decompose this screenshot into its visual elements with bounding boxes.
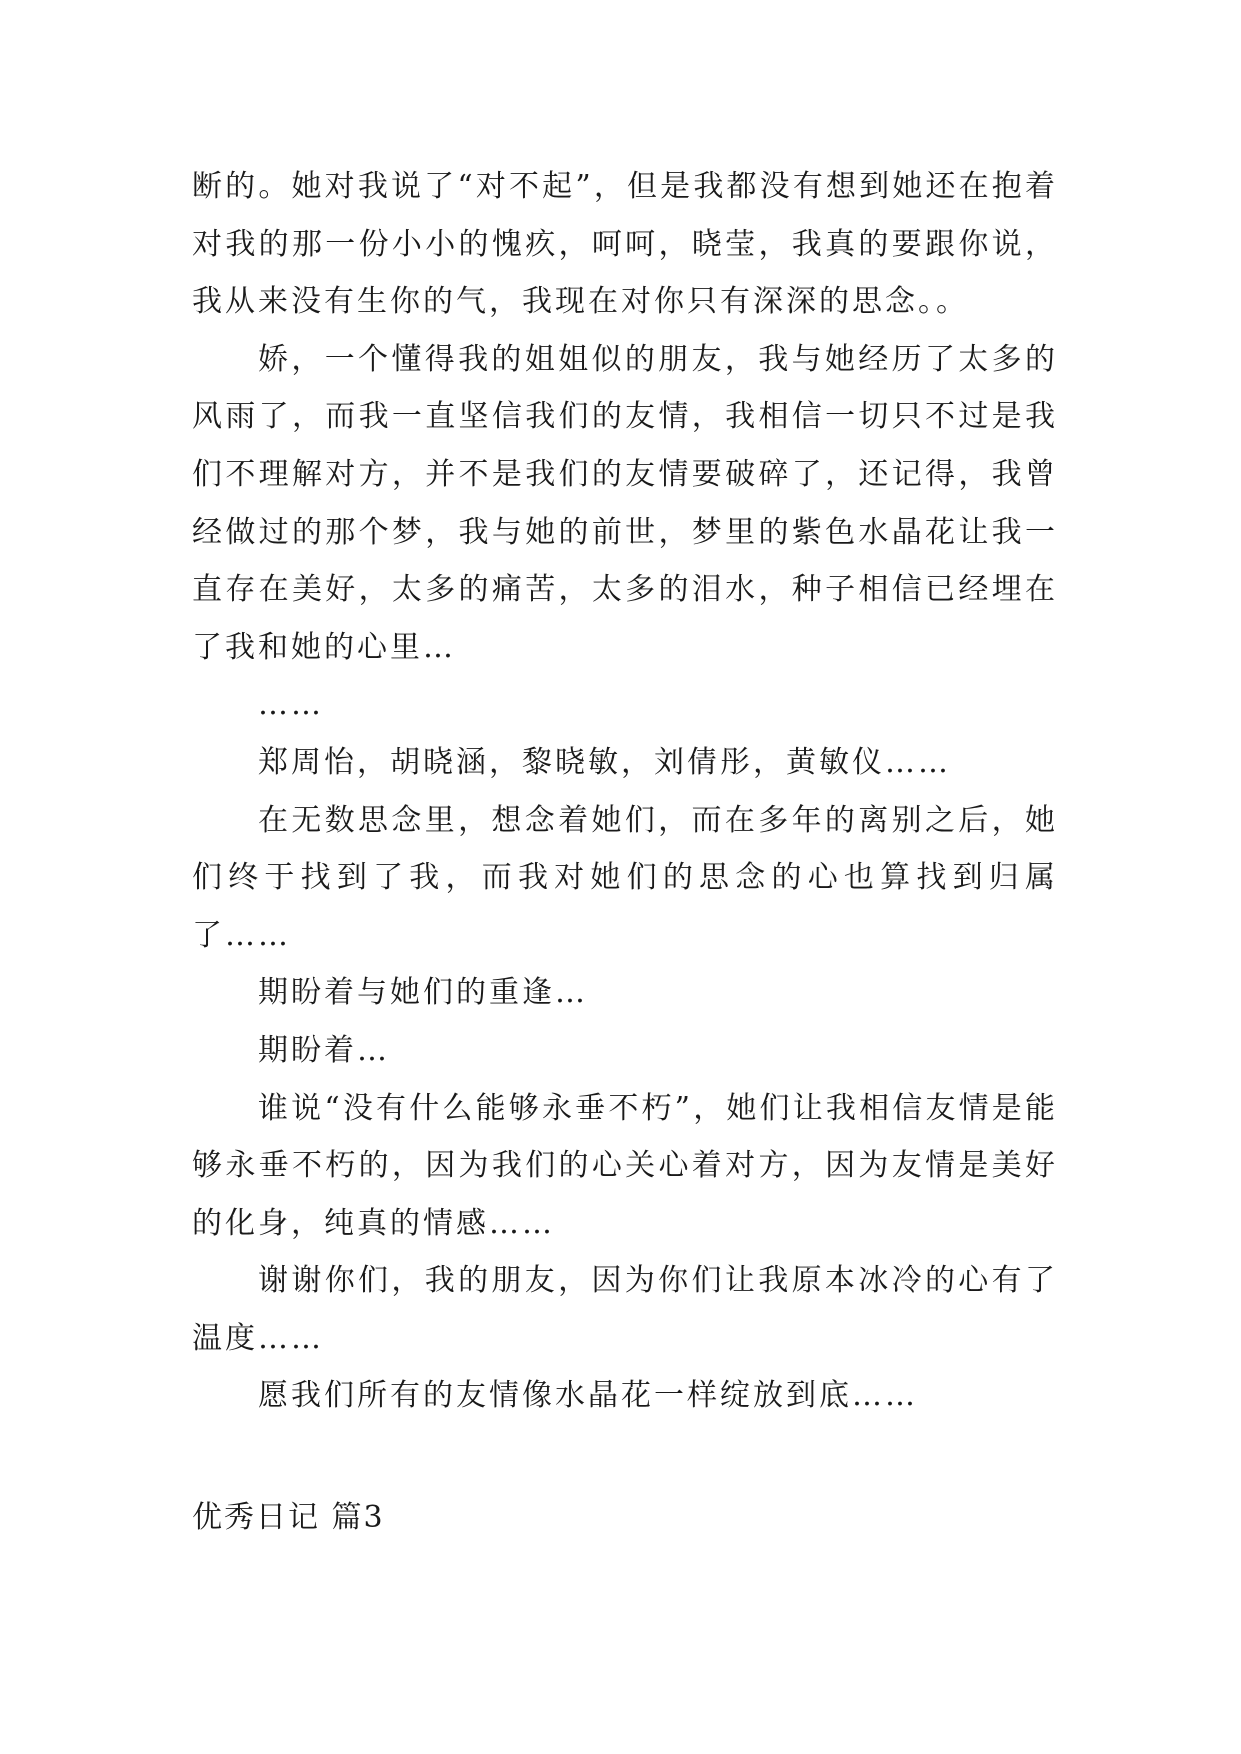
paragraph-7: 期盼着… xyxy=(258,1032,390,1068)
paragraph-5: 在无数思念里，想念着她们，而在多年的离别之后，她们终于找到了我，而我对她们的思念的心也算找到归属了…… xyxy=(192,802,1058,953)
document-body xyxy=(192,158,1058,1425)
paragraph-6: 期盼着与她们的重逢… xyxy=(258,975,588,1011)
paragraph-2: 娇，一个懂得我的姐姐似的朋友，我与她经历了太多的风雨了，而我一直坚信我们的友情，我相信一切只不过是我们不理解对方，并不是我们的友情要破碎了，还记得，我曾经做过的那个梦，我与她的前世，梦里的紫色水晶花让我一直存在美好，太多的痛苦，太多的泪水，种子相信已经埋在了我和她的心里… xyxy=(192,341,1058,665)
paragraph-4: 郑周怡，胡晓涵，黎晓敏，刘倩彤，黄敏仪…… xyxy=(258,744,951,780)
paragraph-9: 谢谢你们，我的朋友，因为你们让我原本冰冷的心有了温度…… xyxy=(192,1263,1058,1356)
section-heading: 优秀日记 篇3 xyxy=(192,1500,385,1535)
paragraph-10: 愿我们所有的友情像水晶花一样绽放到底…… xyxy=(258,1378,918,1414)
paragraph-1: 断的。她对我说了“对不起”，但是我都没有想到她还在抱着对我的那一份小小的愧疚，呵呵，晓莹，我真的要跟你说，我从来没有生你的气，我现在对你只有深深的思念。。 xyxy=(192,169,1058,320)
paragraph-8: 谁说“没有什么能够永垂不朽”，她们让我相信友情是能够永垂不朽的，因为我们的心关心着对方，因为友情是美好的化身，纯真的情感…… xyxy=(192,1090,1058,1241)
paragraph-3: …… xyxy=(258,687,324,723)
